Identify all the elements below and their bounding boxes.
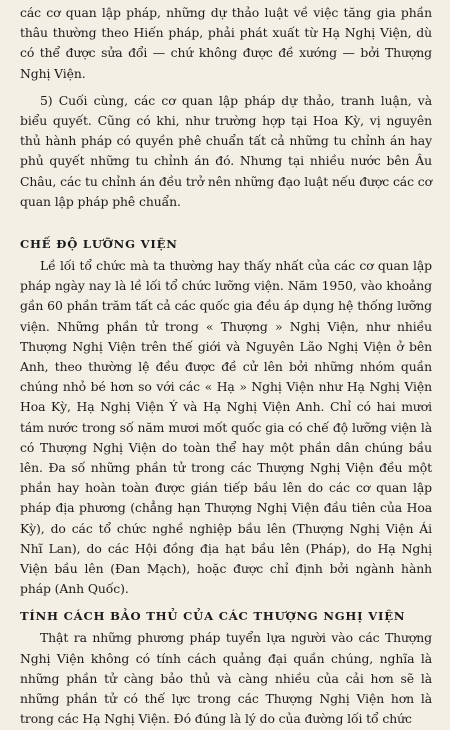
section-heading-bicameral: CHẾ ĐỘ LƯỠNG VIỆN [20, 237, 178, 252]
section-heading-conservatism: TÍNH CÁCH BẢO THỦ CỦA CÁC THƯỢNG NGHỊ VIỆN [20, 609, 406, 624]
paragraph-bicameral: Lề lối tổ chức mà ta thường hay thấy nhất của các cơ quan lập pháp ngày nay là lề lối tổ chức lưỡng viện. Năm 1950, vào khoảng gần 60 phần trăm tất cả các quốc gia đều áp dụng hệ thống lưỡng viện. Những phần tử trong « Thượng » Nghị Viện, như nhiều Thượng Nghị Viện trên thế giới và Nguyên Lão Nghị Viện ở bên Anh, theo thường lệ đều được đề cử lên bởi những nhóm quần chúng nhỏ bé hơn so với các « Hạ » Nghị Viện như Hạ Nghị Viện Hoa Kỳ, Hạ Nghị Viện Ý và Hạ Nghị Viện Anh. Chỉ có hai mươi tám nước trong số năm mươi mốt quốc gia có chế độ lưỡng viện là có Thượng Nghị Viện do toàn thể hay một phần dân chúng bầu lên. Đa số những phần tử trong các Thượng Nghị Viện đều một phần hay hoàn toàn được gián tiếp bầu lên do các cơ quan lập pháp địa phương (chẳng hạn Thượng Nghị Viện đầu tiên của Hoa Kỳ), do các tổ chức nghề nghiệp bầu lên (Thượng Nghị Viện Ái Nhĩ Lan), do các Hội đồng địa hạt bầu lên (Pháp), do Hạ Nghị Viện bầu lên (Đan Mạch), hoặc được chỉ định bởi ngành hành pháp (Anh Quốc). [20, 258, 432, 597]
paragraph-conservatism: Thật ra những phương pháp tuyển lựa người vào các Thượng Nghị Viện không có tính cách quảng đại quần chúng, nghĩa là những phần tử càng bảo thủ và càng nhiều của cải hơn sẽ là những phần tử có thế lực trong các Thượng Nghị Viện hơn là trong các Hạ Nghị Viện. Đó đúng là lý do của đường lối tổ chức [20, 630, 432, 727]
paragraph-point-5: 5) Cuối cùng, các cơ quan lập pháp dự thảo, tranh luận, và biểu quyết. Cũng có khi, như trường hợp tại Hoa Kỳ, vị nguyên thủ hành pháp có quyền phê chuẩn tất cả những tu chỉnh án hay phủ quyết những tu chỉnh án đó. Nhưng tại nhiều nước bên Âu Châu, các tu chỉnh án đều trở nên những đạo luật nếu được các cơ quan lập pháp phê chuẩn. [20, 92, 432, 209]
paragraph-continued: các cơ quan lập pháp, những dự thảo luật về việc tăng gia phần thâu thường theo Hiến pháp, phải phát xuất từ Hạ Nghị Viện, dù có thể được sửa đổi — chứ không được đề xướng — bởi Thượng Nghị Viện. [20, 5, 432, 81]
